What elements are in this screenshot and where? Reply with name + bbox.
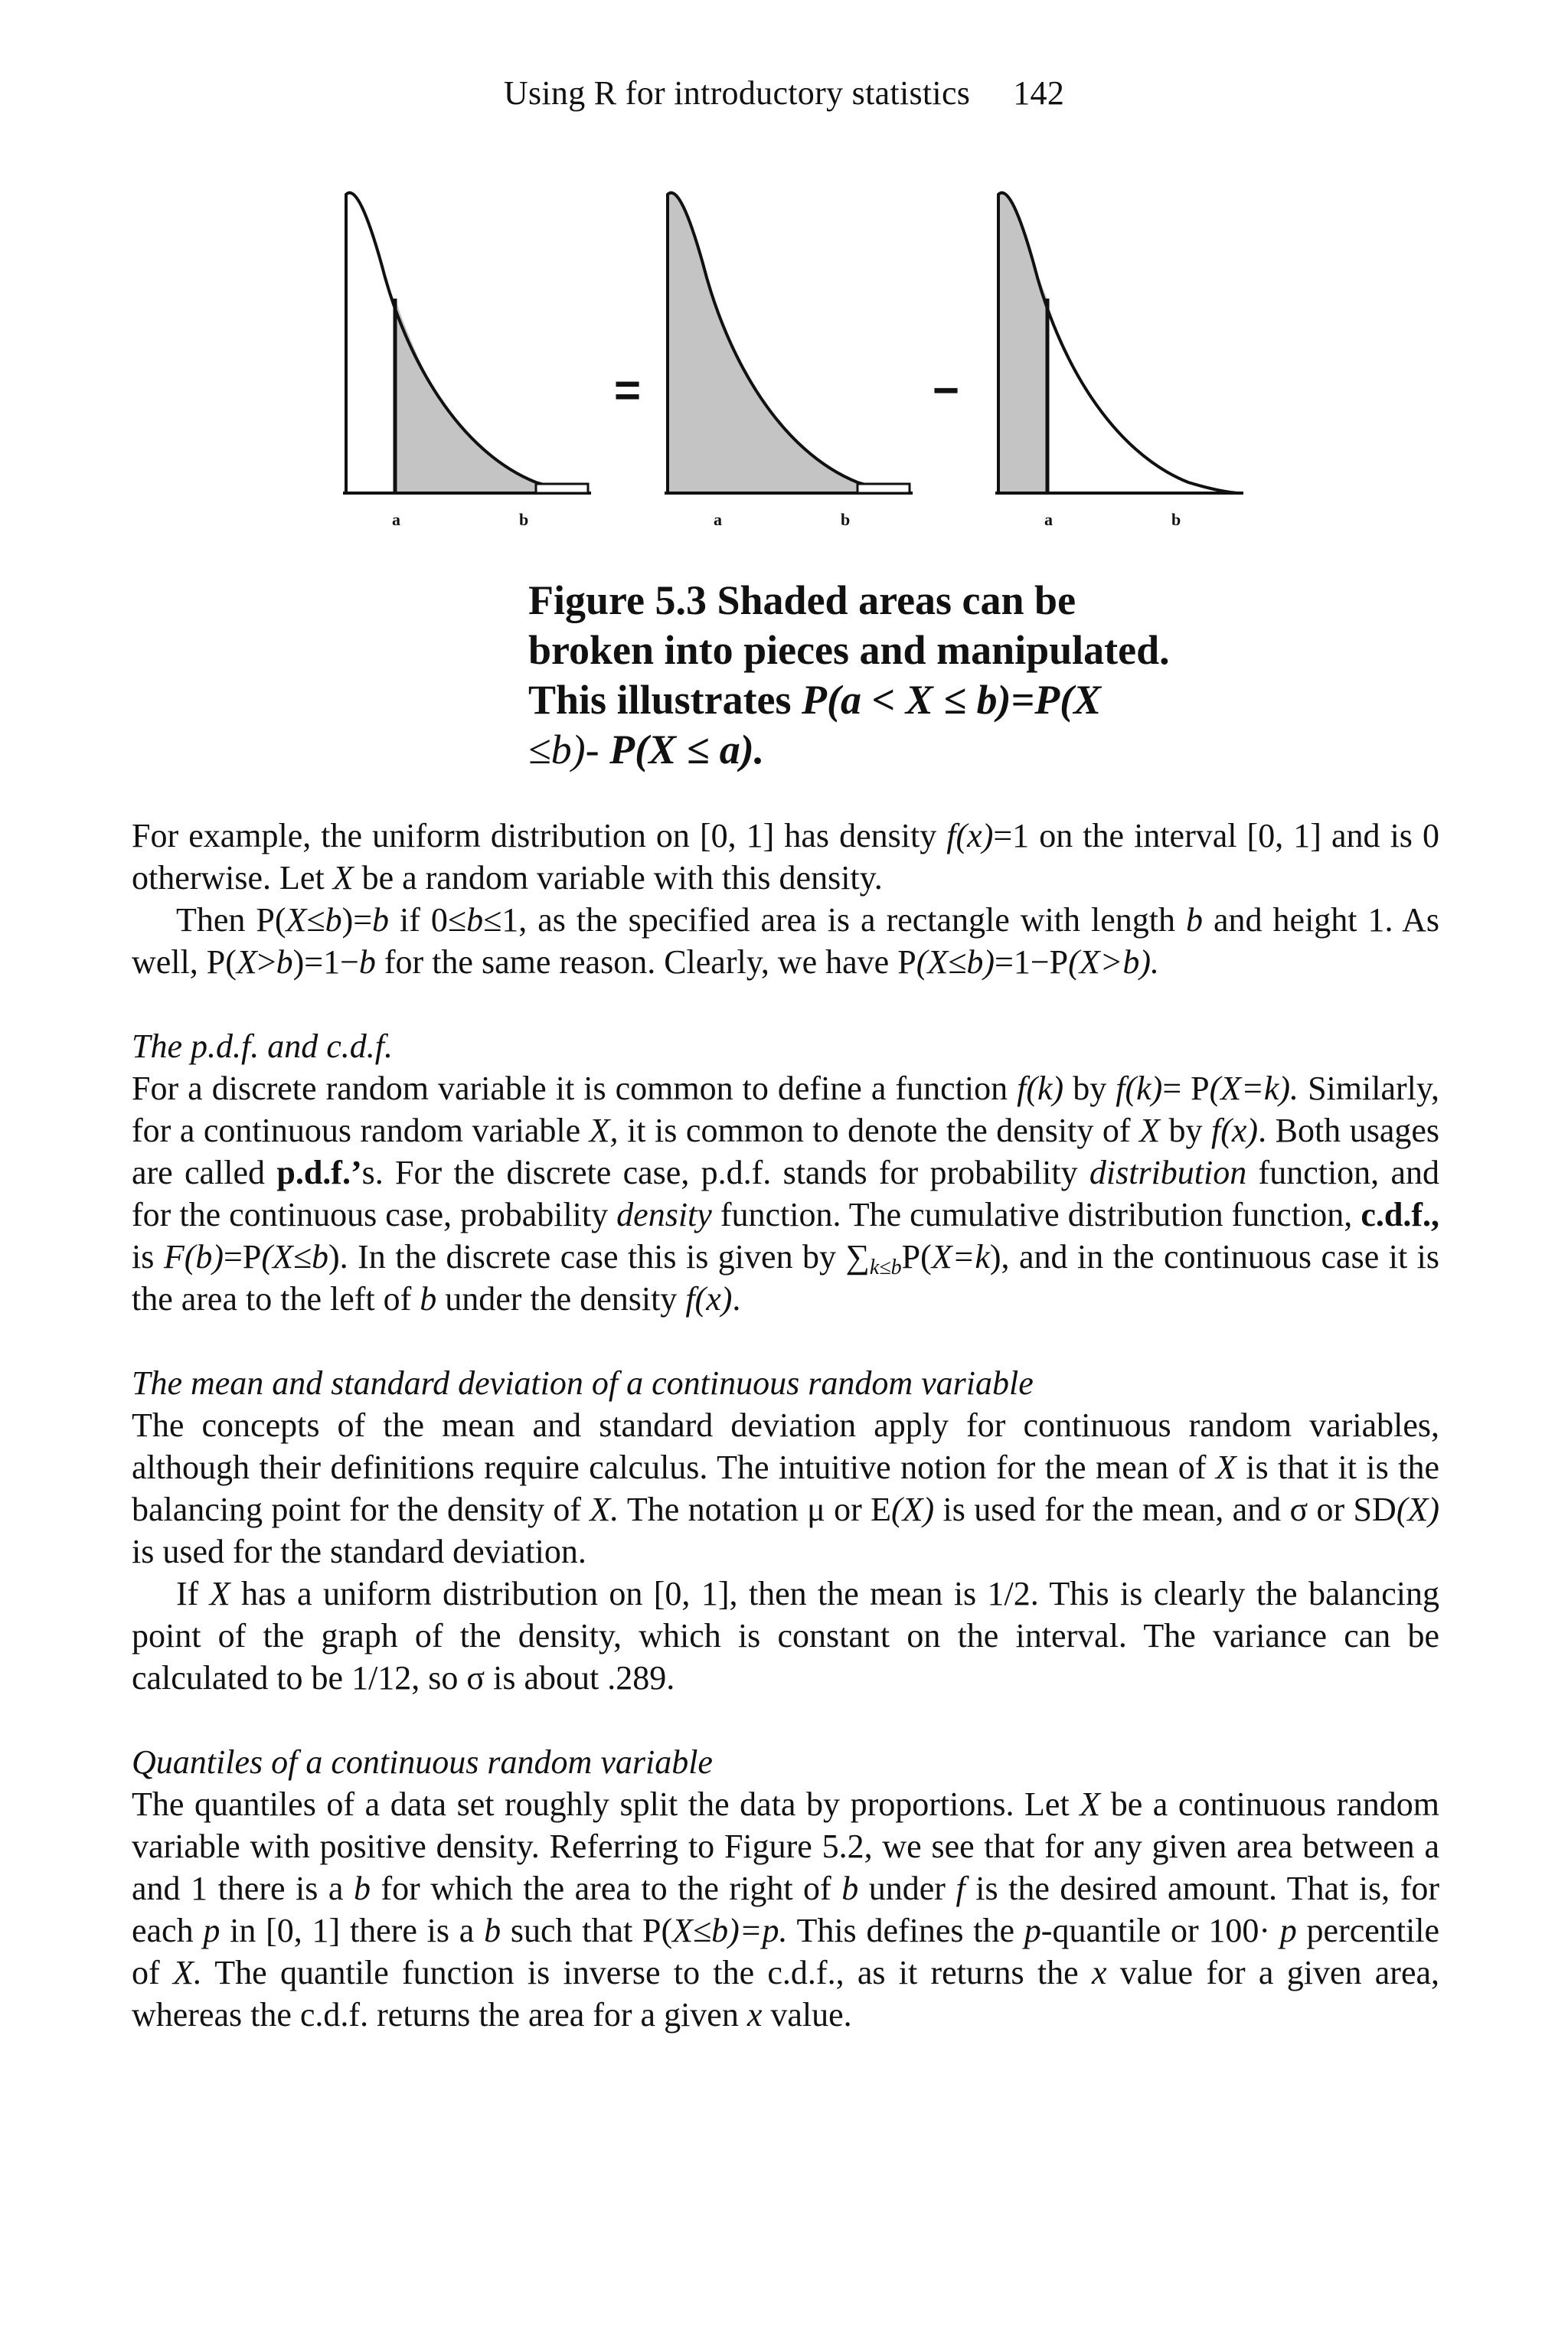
- figure-shaded-areas: [322, 184, 1302, 551]
- math: X: [1139, 1112, 1160, 1149]
- text: The concepts of the mean and standard deviation apply for continuous random variables, although their definitions require calculus. The intuitive notion for the mean of: [132, 1406, 1439, 1486]
- math: b: [353, 1870, 371, 1907]
- math: X.: [172, 1954, 202, 1991]
- math: (X): [1396, 1491, 1439, 1528]
- math: X≤b)=p.: [672, 1912, 788, 1949]
- math: X: [332, 859, 354, 897]
- text: has a uniform distribution on [0, 1], then the mean is 1/2. This is clearly the balancing point of the graph of the density, which is constant on the interval. The variance can be calculated to be 1/12, so σ is about .289.: [132, 1575, 1439, 1697]
- text: be a random variable with this density.: [353, 859, 883, 897]
- panel-2: [665, 193, 913, 529]
- heading-quantiles: Quantiles of a continuous random variable: [132, 1743, 713, 1781]
- panel-1-tail-box: [536, 484, 588, 493]
- math: f: [956, 1870, 965, 1907]
- panel-3-shade: [998, 193, 1047, 493]
- text: by: [1063, 1070, 1116, 1107]
- text: . Both usages are called: [132, 1112, 1440, 1191]
- math: (X>b).: [1068, 943, 1160, 981]
- math: b: [358, 943, 376, 981]
- caption-line-3-text: This illustrates: [528, 677, 802, 723]
- paragraph-quantiles: [132, 1783, 1439, 2036]
- text: s. For the discrete case, p.d.f. stands for probability: [361, 1154, 1089, 1191]
- math: b: [372, 901, 390, 939]
- panel-2-label-b: b: [841, 510, 851, 529]
- text: >: [256, 943, 276, 981]
- math: x: [746, 1996, 763, 2034]
- text: be a continuous random variable with positive density. Referring to Figure 5.2, we see that for any given area between a and 1 there is a: [132, 1785, 1439, 1907]
- text: This defines the: [787, 1912, 1024, 1949]
- text: Similarly, for a continuous random variable: [132, 1070, 1440, 1149]
- text: it is common to denote the density of: [618, 1112, 1140, 1149]
- caption-formula-cont: ≤b)-: [528, 727, 610, 773]
- math: b: [276, 943, 293, 981]
- emphasis: distribution: [1089, 1154, 1247, 1191]
- panel-1-label-a: a: [392, 510, 400, 529]
- math: b: [420, 1280, 437, 1318]
- text: value for a given area, whereas the c.d.f. returns the area for a given: [132, 1954, 1440, 2034]
- math: (X=k).: [1209, 1070, 1299, 1107]
- caption-line-3: [528, 675, 1233, 725]
- math: p: [1279, 1912, 1297, 1949]
- paragraph-uniform-example: [132, 815, 1439, 899]
- text: is: [132, 1238, 164, 1276]
- text: )=1−: [292, 943, 359, 981]
- text: ≤: [306, 901, 325, 939]
- math: b: [841, 1870, 859, 1907]
- text: function, and for the continuous case, probability: [132, 1154, 1440, 1233]
- math: f(x): [1211, 1112, 1259, 1149]
- math-subscript: k≤b: [869, 1256, 902, 1279]
- text: for the same reason. Clearly, we have P: [375, 943, 916, 981]
- page-header: [0, 74, 1568, 113]
- caption-formula: P(a < X ≤ b)=P(X: [802, 677, 1102, 723]
- panel-1: [343, 193, 591, 529]
- text: The quantile function is inverse to the c.d.f., as it returns the: [201, 1954, 1092, 1991]
- text: is used for the mean, and σ or SD: [934, 1491, 1396, 1528]
- text: ), and in the continuous case it is the area to the left of: [132, 1238, 1439, 1318]
- math: b: [1186, 901, 1204, 939]
- heading-pdf-cdf: The p.d.f. and c.d.f.: [132, 1027, 393, 1065]
- math: p: [203, 1912, 220, 1949]
- text: is the desired amount. That is, for each: [132, 1870, 1440, 1949]
- text: .: [732, 1280, 741, 1318]
- text: and height 1. As well, P(: [132, 901, 1440, 981]
- caption-line-2: broken into pieces and manipulated.: [528, 627, 1170, 673]
- math: X: [209, 1575, 230, 1612]
- paragraph-then: [132, 899, 1439, 983]
- text: )=: [341, 901, 373, 939]
- text: percentile of: [132, 1912, 1439, 1991]
- math: X=k: [931, 1238, 990, 1276]
- text: is used for the standard deviation.: [132, 1533, 586, 1570]
- math: b: [325, 901, 342, 939]
- text: function. The cumulative distribution function,: [711, 1196, 1361, 1233]
- math: p: [1024, 1912, 1041, 1949]
- panel-3-label-b: b: [1171, 510, 1181, 529]
- panel-3-label-a: a: [1044, 510, 1053, 529]
- math: f(x): [946, 817, 994, 854]
- caption-formula-end: P(X ≤ a).: [609, 727, 765, 773]
- math: (X): [890, 1491, 935, 1528]
- text: =1−P: [995, 943, 1069, 981]
- text: Then P(: [176, 901, 286, 939]
- text: under: [858, 1870, 956, 1907]
- math: X,: [589, 1112, 619, 1149]
- math: X: [286, 901, 307, 939]
- panel-1-shade: [395, 299, 588, 493]
- caption-line-4: [528, 725, 1233, 775]
- panel-1-label-b: b: [519, 510, 529, 529]
- math: (X≤b): [916, 943, 995, 981]
- math: X.: [590, 1491, 619, 1528]
- text: = P: [1162, 1070, 1210, 1107]
- heading-mean-sd: The mean and standard deviation of a continuous random variable: [132, 1364, 1034, 1402]
- text: For example, the uniform distribution on [0, 1] has density: [132, 817, 947, 854]
- text: -quantile or 100·: [1040, 1912, 1280, 1949]
- math: x: [1091, 1954, 1107, 1991]
- text: under the density: [436, 1280, 686, 1318]
- math: F(b): [163, 1238, 224, 1276]
- running-title: Using R for introductory statistics: [503, 74, 971, 112]
- text: if 0≤: [389, 901, 467, 939]
- text: is that it is the balancing point for the density of: [132, 1449, 1439, 1528]
- text: If: [176, 1575, 210, 1612]
- text: such that P(: [501, 1912, 673, 1949]
- body-text: [132, 815, 1439, 2036]
- paragraph-pdf: [132, 1067, 1439, 1320]
- text: by: [1159, 1112, 1212, 1149]
- text: ≤1, as the specified area is a rectangle with length: [483, 901, 1187, 939]
- figure-caption: [528, 576, 1233, 775]
- paragraph-mean: [132, 1404, 1439, 1573]
- text: P(: [901, 1238, 932, 1276]
- page-number: 142: [1013, 74, 1065, 112]
- math: f(x): [685, 1280, 733, 1318]
- math: X: [1215, 1449, 1236, 1486]
- math: X: [1080, 1785, 1101, 1823]
- text: =P: [224, 1238, 262, 1276]
- panel-2-label-a: a: [714, 510, 722, 529]
- text: value.: [762, 1996, 852, 2034]
- text: For a discrete random variable it is common to define a function: [132, 1070, 1018, 1107]
- term: c.d.f.,: [1361, 1196, 1439, 1233]
- text: ). In the discrete case this is given by ∑: [328, 1238, 870, 1276]
- math: f(k): [1017, 1070, 1064, 1107]
- math: (X≤b: [261, 1238, 328, 1276]
- paragraph-if-uniform: [132, 1573, 1439, 1699]
- term: p.d.f.’: [276, 1154, 362, 1191]
- text: =1 on the interval [0, 1] and is 0 otherwise. Let: [132, 817, 1439, 897]
- math: b: [466, 901, 484, 939]
- math: b: [484, 1912, 501, 1949]
- text: The quantiles of a data set roughly split the data by proportions. Let: [132, 1785, 1080, 1823]
- math: X: [236, 943, 257, 981]
- emphasis: density: [616, 1196, 712, 1233]
- minus-sign: −: [933, 364, 960, 416]
- equals-sign: =: [614, 364, 642, 416]
- text: in [0, 1] there is a: [220, 1912, 485, 1949]
- text: for which the area to the right of: [370, 1870, 842, 1907]
- math: f(k): [1116, 1070, 1163, 1107]
- panel-2-tail-box: [858, 484, 910, 493]
- panel-3: [995, 193, 1243, 529]
- caption-line-1: Figure 5.3 Shaded areas can be: [528, 577, 1076, 623]
- text: The notation μ or E: [619, 1491, 891, 1528]
